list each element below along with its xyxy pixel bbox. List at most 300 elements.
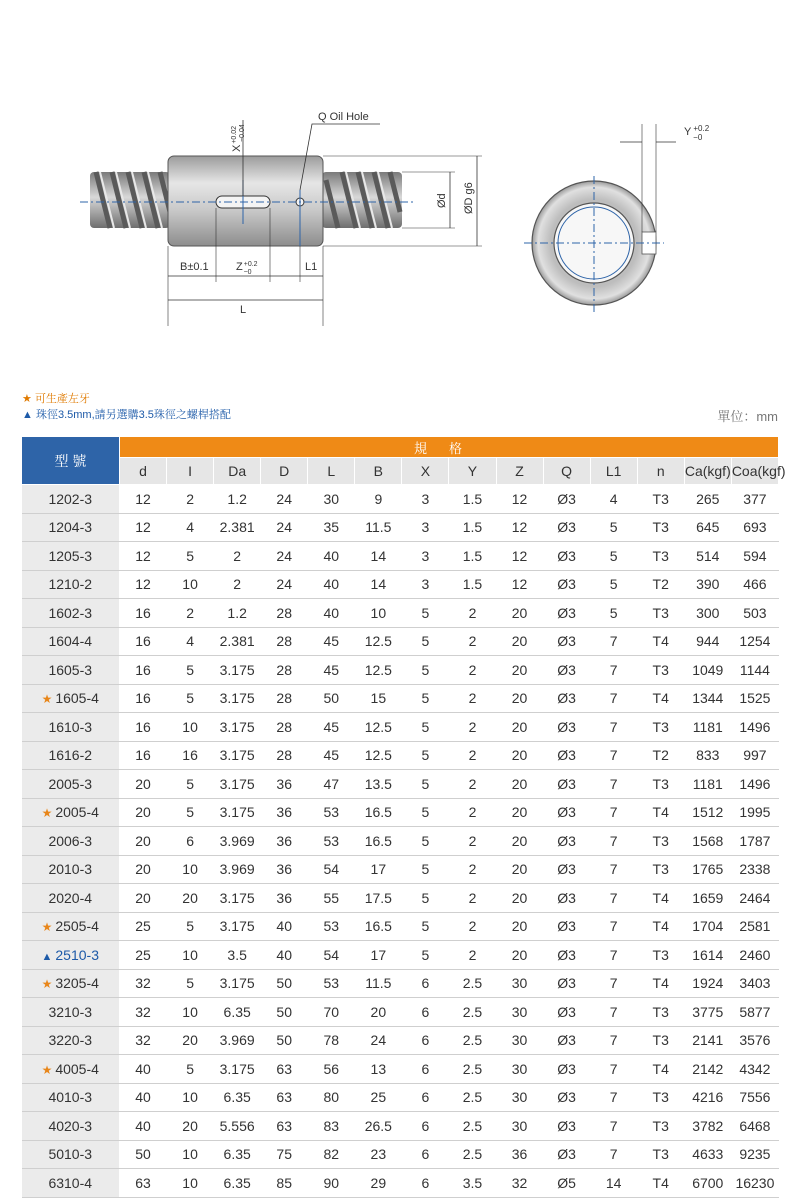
- oD-label: ØD g6: [463, 182, 475, 214]
- table-cell: 7: [590, 912, 637, 941]
- table-row: [22, 513, 779, 542]
- table-cell: 645: [684, 513, 731, 542]
- table-cell: Ø3: [543, 1083, 590, 1112]
- table-cell: 7: [590, 798, 637, 827]
- table-cell: 63: [261, 1083, 308, 1112]
- table-cell: 2: [449, 855, 496, 884]
- star-icon: ★: [41, 1062, 53, 1077]
- table-cell: 16.5: [355, 798, 402, 827]
- table-cell: T3: [637, 542, 684, 571]
- table-cell: T3: [637, 599, 684, 628]
- table-cell: 20: [120, 827, 167, 856]
- table-cell: 28: [261, 741, 308, 770]
- table-cell: 10: [167, 941, 214, 970]
- table-cell: 4: [590, 485, 637, 514]
- model-number: 1602-3: [48, 604, 93, 621]
- table-cell: Ø3: [543, 684, 590, 713]
- table-cell: 5: [167, 542, 214, 571]
- table-cell: 45: [308, 627, 355, 656]
- table-row: [22, 912, 779, 941]
- oil-hole-label: Q Oil Hole: [318, 111, 369, 123]
- table-cell: 7: [590, 1112, 637, 1141]
- column-header: Q: [543, 458, 590, 485]
- table-cell: 70: [308, 998, 355, 1027]
- table-cell: T3: [637, 713, 684, 742]
- model-cell: [22, 570, 120, 599]
- model-cell: [22, 485, 120, 514]
- column-header: L1: [590, 458, 637, 485]
- table-cell: T2: [637, 741, 684, 770]
- table-cell: 3.175: [214, 798, 261, 827]
- table-cell: 3403: [731, 969, 778, 998]
- table-cell: 36: [261, 770, 308, 799]
- table-cell: T4: [637, 1055, 684, 1084]
- b-dim-label: B±0.1: [180, 261, 209, 273]
- table-cell: 14: [355, 570, 402, 599]
- table-cell: 23: [355, 1140, 402, 1169]
- table-cell: 82: [308, 1140, 355, 1169]
- table-cell: 24: [261, 542, 308, 571]
- model-cell: [22, 627, 120, 656]
- model-cell: [22, 656, 120, 685]
- table-cell: T3: [637, 941, 684, 970]
- triangle-icon: ▲: [22, 409, 33, 421]
- table-cell: 2: [214, 542, 261, 571]
- table-cell: 2.5: [449, 998, 496, 1027]
- table-cell: 5: [402, 599, 449, 628]
- table-cell: Ø3: [543, 998, 590, 1027]
- table-cell: 5: [590, 599, 637, 628]
- table-row: [22, 798, 779, 827]
- table-cell: 2: [449, 912, 496, 941]
- table-cell: 50: [120, 1140, 167, 1169]
- model-number: 5010-3: [48, 1146, 93, 1163]
- model-cell: [22, 827, 120, 856]
- table-cell: 3.175: [214, 656, 261, 685]
- table-row: [22, 684, 779, 713]
- table-cell: 1.5: [449, 513, 496, 542]
- left-hand-note: [22, 390, 90, 406]
- table-cell: 40: [308, 599, 355, 628]
- table-cell: 503: [731, 599, 778, 628]
- table-cell: 5: [402, 855, 449, 884]
- table-cell: 7: [590, 684, 637, 713]
- table-row: [22, 827, 779, 856]
- table-cell: 25: [355, 1083, 402, 1112]
- table-cell: 1144: [731, 656, 778, 685]
- table-cell: 7: [590, 713, 637, 742]
- y-dim-label: Y $^{+0.2}$ −0: [684, 124, 710, 142]
- model-cell: [22, 1083, 120, 1112]
- table-row: [22, 941, 779, 970]
- table-cell: 7: [590, 1026, 637, 1055]
- star-icon: ★: [41, 977, 53, 992]
- table-cell: 4216: [684, 1083, 731, 1112]
- table-cell: 20: [167, 1112, 214, 1141]
- table-cell: 9: [355, 485, 402, 514]
- table-cell: T3: [637, 855, 684, 884]
- table-cell: 5: [590, 542, 637, 571]
- table-cell: 28: [261, 627, 308, 656]
- table-cell: T4: [637, 798, 684, 827]
- table-cell: Ø3: [543, 1055, 590, 1084]
- table-cell: 55: [308, 884, 355, 913]
- table-cell: 32: [496, 1169, 543, 1198]
- table-row: [22, 485, 779, 514]
- table-cell: 7556: [731, 1083, 778, 1112]
- screw-right: [322, 172, 402, 228]
- model-number: 3220-3: [48, 1032, 93, 1049]
- table-cell: 4: [167, 627, 214, 656]
- table-cell: 3.175: [214, 713, 261, 742]
- table-cell: 80: [308, 1083, 355, 1112]
- table-cell: 12: [496, 570, 543, 599]
- table-cell: 45: [308, 713, 355, 742]
- table-cell: 3: [402, 542, 449, 571]
- table-cell: 5: [402, 656, 449, 685]
- column-header: B: [355, 458, 402, 485]
- table-cell: 1254: [731, 627, 778, 656]
- model-cell: [22, 884, 120, 913]
- table-cell: 53: [308, 912, 355, 941]
- table-cell: 63: [261, 1112, 308, 1141]
- table-cell: 53: [308, 827, 355, 856]
- table-cell: 7: [590, 855, 637, 884]
- model-cell: [22, 1169, 120, 1198]
- table-cell: 7: [590, 969, 637, 998]
- table-cell: T3: [637, 485, 684, 514]
- table-cell: 16: [120, 656, 167, 685]
- table-cell: 6: [402, 1026, 449, 1055]
- table-cell: 7: [590, 941, 637, 970]
- table-cell: 2141: [684, 1026, 731, 1055]
- table-cell: 16: [120, 741, 167, 770]
- table-cell: 693: [731, 513, 778, 542]
- table-cell: 30: [496, 1112, 543, 1141]
- table-cell: 85: [261, 1169, 308, 1198]
- column-header: D: [261, 458, 308, 485]
- table-cell: 377: [731, 485, 778, 514]
- table-cell: 29: [355, 1169, 402, 1198]
- table-cell: 3: [402, 570, 449, 599]
- table-cell: 265: [684, 485, 731, 514]
- table-cell: T4: [637, 884, 684, 913]
- table-cell: 1.5: [449, 485, 496, 514]
- table-cell: 4: [167, 513, 214, 542]
- table-cell: 5.556: [214, 1112, 261, 1141]
- table-row: [22, 1083, 779, 1112]
- model-cell: [22, 513, 120, 542]
- table-cell: 5: [402, 770, 449, 799]
- table-cell: 3.175: [214, 912, 261, 941]
- table-cell: 1787: [731, 827, 778, 856]
- model-number: 1610-3: [48, 718, 93, 735]
- table-cell: 2: [214, 570, 261, 599]
- table-cell: 6: [402, 998, 449, 1027]
- table-cell: 2: [449, 741, 496, 770]
- table-cell: 2: [449, 798, 496, 827]
- table-cell: 997: [731, 741, 778, 770]
- table-row: [22, 969, 779, 998]
- table-cell: 6.35: [214, 1169, 261, 1198]
- table-cell: T3: [637, 656, 684, 685]
- table-cell: 5: [167, 912, 214, 941]
- table-cell: 6468: [731, 1112, 778, 1141]
- table-cell: 2.5: [449, 1112, 496, 1141]
- table-cell: 12.5: [355, 656, 402, 685]
- table-cell: T4: [637, 684, 684, 713]
- table-cell: 20: [496, 941, 543, 970]
- model-number: 6310-4: [48, 1174, 93, 1191]
- table-cell: 2.5: [449, 1055, 496, 1084]
- table-cell: Ø3: [543, 627, 590, 656]
- table-cell: 32: [120, 1026, 167, 1055]
- table-cell: 14: [355, 542, 402, 571]
- table-cell: 5: [402, 798, 449, 827]
- table-cell: 7: [590, 656, 637, 685]
- table-cell: 3.175: [214, 770, 261, 799]
- table-cell: 5: [167, 684, 214, 713]
- table-cell: 5: [402, 827, 449, 856]
- table-cell: T3: [637, 513, 684, 542]
- table-cell: 3.175: [214, 684, 261, 713]
- model-number: 2006-3: [48, 832, 93, 849]
- table-cell: 45: [308, 656, 355, 685]
- table-cell: 28: [261, 684, 308, 713]
- table-cell: 36: [261, 884, 308, 913]
- table-cell: 6.35: [214, 998, 261, 1027]
- table-cell: 50: [261, 1026, 308, 1055]
- table-cell: 17.5: [355, 884, 402, 913]
- table-cell: 24: [261, 485, 308, 514]
- table-row: [22, 542, 779, 571]
- table-cell: 2: [167, 485, 214, 514]
- table-cell: Ø3: [543, 513, 590, 542]
- table-cell: T3: [637, 1026, 684, 1055]
- l1-dim-label: L1: [305, 261, 318, 273]
- table-cell: 7: [590, 1083, 637, 1112]
- table-cell: 32: [120, 998, 167, 1027]
- table-cell: 20: [496, 684, 543, 713]
- table-cell: 5: [167, 798, 214, 827]
- table-cell: 47: [308, 770, 355, 799]
- l-dim-label: L: [240, 304, 247, 316]
- model-number: 1605-4: [55, 690, 99, 707]
- table-cell: 16.5: [355, 827, 402, 856]
- table-cell: 1496: [731, 770, 778, 799]
- table-cell: 20: [496, 770, 543, 799]
- table-cell: 75: [261, 1140, 308, 1169]
- table-cell: 20: [496, 827, 543, 856]
- table-cell: 466: [731, 570, 778, 599]
- left-hand-note-text: 可生產左牙: [34, 393, 90, 405]
- table-cell: 53: [308, 969, 355, 998]
- table-cell: 3: [402, 513, 449, 542]
- table-cell: 20: [355, 998, 402, 1027]
- table-cell: 5: [167, 770, 214, 799]
- table-cell: 11.5: [355, 513, 402, 542]
- table-cell: 7: [590, 741, 637, 770]
- table-cell: 10: [167, 1169, 214, 1198]
- model-number: 1202-3: [48, 490, 93, 507]
- table-cell: 36: [496, 1140, 543, 1169]
- table-cell: 50: [261, 969, 308, 998]
- model-cell: [22, 599, 120, 628]
- table-cell: 20: [496, 855, 543, 884]
- table-row: [22, 1026, 779, 1055]
- table-cell: Ø3: [543, 884, 590, 913]
- table-cell: 11.5: [355, 969, 402, 998]
- table-cell: 16: [120, 599, 167, 628]
- table-cell: Ø3: [543, 1140, 590, 1169]
- table-cell: 20: [167, 1026, 214, 1055]
- model-number: 3210-3: [48, 1003, 93, 1020]
- table-cell: 16.5: [355, 912, 402, 941]
- table-cell: T4: [637, 1169, 684, 1198]
- table-cell: 3.175: [214, 969, 261, 998]
- table-row: [22, 770, 779, 799]
- table-cell: 10: [167, 713, 214, 742]
- table-cell: 1.2: [214, 599, 261, 628]
- table-cell: 12: [120, 542, 167, 571]
- table-cell: 6: [402, 1169, 449, 1198]
- table-cell: 10: [355, 599, 402, 628]
- table-cell: T2: [637, 570, 684, 599]
- table-cell: 10: [167, 570, 214, 599]
- table-cell: Ø3: [543, 741, 590, 770]
- table-cell: 3.5: [449, 1169, 496, 1198]
- column-header: Z: [496, 458, 543, 485]
- table-cell: 16: [120, 627, 167, 656]
- unit-label: 單位：mm: [717, 409, 778, 424]
- table-cell: 3782: [684, 1112, 731, 1141]
- triangle-icon: ▲: [41, 950, 53, 963]
- table-cell: 30: [496, 1083, 543, 1112]
- table-cell: 36: [261, 827, 308, 856]
- table-cell: 1.2: [214, 485, 261, 514]
- table-cell: 5: [402, 884, 449, 913]
- table-cell: 20: [496, 656, 543, 685]
- table-cell: 25: [120, 941, 167, 970]
- table-cell: Ø3: [543, 798, 590, 827]
- table-cell: 2: [167, 599, 214, 628]
- table-cell: 2: [449, 656, 496, 685]
- table-cell: 2464: [731, 884, 778, 913]
- table-cell: 944: [684, 627, 731, 656]
- table-cell: 1995: [731, 798, 778, 827]
- table-cell: 45: [308, 741, 355, 770]
- column-header: I: [167, 458, 214, 485]
- table-cell: 1659: [684, 884, 731, 913]
- nut-end-view: [524, 176, 664, 312]
- table-cell: T3: [637, 827, 684, 856]
- table-cell: 2142: [684, 1055, 731, 1084]
- table-cell: 2: [449, 713, 496, 742]
- table-cell: 13: [355, 1055, 402, 1084]
- table-cell: 20: [120, 855, 167, 884]
- spec-table: [21, 436, 786, 1198]
- table-cell: 5: [590, 570, 637, 599]
- ball-nut-drawing: [0, 0, 800, 390]
- model-number: 2505-4: [55, 918, 99, 935]
- table-cell: 36: [261, 855, 308, 884]
- table-cell: 16: [120, 684, 167, 713]
- table-cell: 2: [449, 599, 496, 628]
- model-number: 1605-3: [48, 661, 93, 678]
- table-cell: 1181: [684, 713, 731, 742]
- table-row: [22, 1140, 779, 1169]
- table-cell: 2.5: [449, 1026, 496, 1055]
- table-cell: 20: [120, 798, 167, 827]
- model-cell: [22, 713, 120, 742]
- table-cell: 6: [402, 1140, 449, 1169]
- table-cell: 53: [308, 798, 355, 827]
- table-cell: 7: [590, 1140, 637, 1169]
- model-cell: [22, 1140, 120, 1169]
- model-cell: [22, 969, 120, 998]
- table-cell: Ø3: [543, 542, 590, 571]
- column-header: Ca(kgf): [684, 458, 731, 485]
- table-cell: 28: [261, 713, 308, 742]
- table-cell: 16: [120, 713, 167, 742]
- table-cell: 28: [261, 656, 308, 685]
- table-cell: T3: [637, 770, 684, 799]
- model-cell: [22, 1055, 120, 1084]
- table-cell: 78: [308, 1026, 355, 1055]
- table-cell: 83: [308, 1112, 355, 1141]
- column-header: Y: [449, 458, 496, 485]
- table-cell: 32: [120, 969, 167, 998]
- table-cell: 20: [496, 798, 543, 827]
- table-cell: 12.5: [355, 741, 402, 770]
- table-cell: T4: [637, 627, 684, 656]
- table-cell: 6700: [684, 1169, 731, 1198]
- table-cell: 6: [402, 1112, 449, 1141]
- table-cell: 1568: [684, 827, 731, 856]
- table-cell: 1.5: [449, 542, 496, 571]
- table-cell: 3.969: [214, 1026, 261, 1055]
- model-number: 1616-2: [48, 747, 93, 764]
- table-cell: 10: [167, 998, 214, 1027]
- table-cell: 3576: [731, 1026, 778, 1055]
- table-row: [22, 713, 779, 742]
- model-number: 2020-4: [48, 889, 93, 906]
- table-cell: 2338: [731, 855, 778, 884]
- table-cell: 9235: [731, 1140, 778, 1169]
- table-row: [22, 570, 779, 599]
- table-cell: T3: [637, 1083, 684, 1112]
- model-cell: [22, 1112, 120, 1141]
- table-cell: 390: [684, 570, 731, 599]
- table-cell: 2.5: [449, 1083, 496, 1112]
- model-cell: [22, 941, 120, 970]
- table-cell: 12: [120, 570, 167, 599]
- table-cell: 2.381: [214, 513, 261, 542]
- table-cell: 30: [496, 1026, 543, 1055]
- table-cell: 40: [308, 542, 355, 571]
- table-cell: 12: [120, 485, 167, 514]
- z-dim-label: $Z^{+0.2} -0$: [236, 261, 258, 276]
- model-cell: [22, 1026, 120, 1055]
- table-cell: 3775: [684, 998, 731, 1027]
- model-cell: [22, 684, 120, 713]
- table-cell: 20: [496, 884, 543, 913]
- table-cell: 17: [355, 941, 402, 970]
- table-cell: Ø5: [543, 1169, 590, 1198]
- table-cell: 40: [261, 912, 308, 941]
- table-cell: 2: [449, 827, 496, 856]
- table-cell: 6.35: [214, 1140, 261, 1169]
